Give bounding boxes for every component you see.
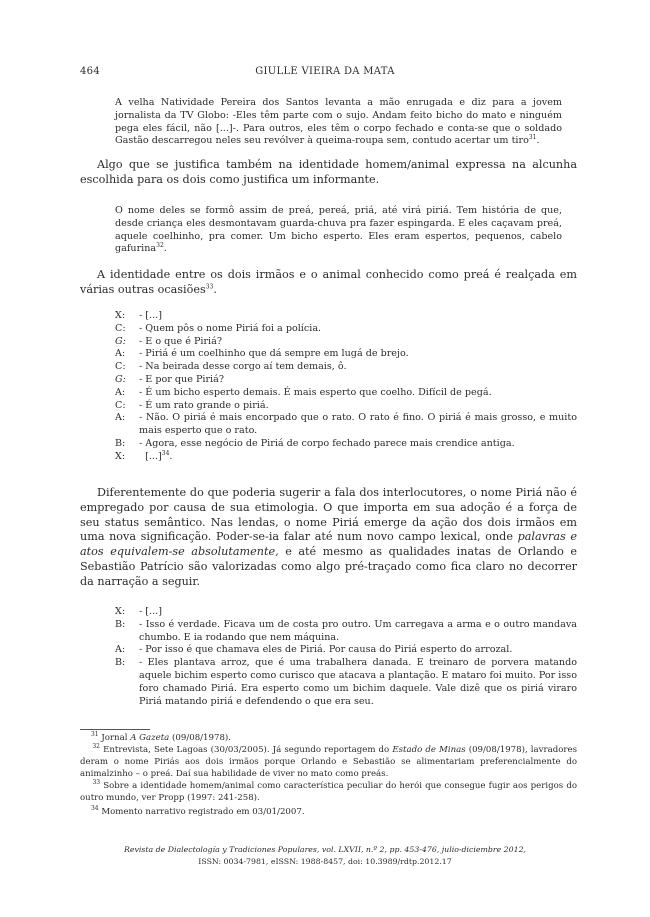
dialogue-text: Agora, esse negócio de Piriá de corpo fechado parece mais crendice antiga. [145, 437, 515, 449]
speaker-label: X: [115, 606, 126, 617]
dialogue-text: Quem pôs o nome Piriá foi a polícia. [145, 322, 322, 334]
block-quote-1-text: A velha Natividade Pereira dos Santos levanta a mão enrugada e diz para a jovem jornalista da TV Globo: -Eles têm parte com o sujo. Andam feito bicho do mato e ninguém pega eles fácil, não [...]-. Para outros, eles têm o corpo fechado e conta-se que o soldado Gastão descarregou neles seu revólver à queima-roupa sem, contudo acertar um tiro [115, 97, 562, 147]
footnote-number: 34 [90, 805, 99, 813]
footnote-ref-33: 33 [205, 283, 214, 291]
dialogue-text: [...] [145, 450, 162, 462]
footnote-text: Sobre a identidade homem/animal como característica peculiar do herói que consegue fugir aos perigos do outro mundo, ver Propp (1997: 241-258). [80, 781, 577, 803]
footnote-31 [80, 733, 577, 745]
speaker-label: B: [115, 657, 126, 669]
dialogue-line: C: - Na beirada desse corgo aí tem demais, ô. [115, 361, 347, 373]
footnote-text: (09/08/1978). [169, 733, 232, 743]
footer-line-2: ISSN: 0034-7981, eISSN: 1988-8457, doi: 10.3989/rdtp.2012.17 [198, 857, 452, 866]
dialogue-text: Não. O piriá é mais encorpado que o rato. O rato é fino. O piriá é mais grosso, e muito mais esperto que o rato. [139, 412, 577, 437]
footnote-ref-31: 31 [528, 134, 537, 142]
dialogue-text: É um bicho esperto demais. É mais esperto que coelho. Difícil de pegá. [145, 386, 492, 398]
paragraph-2-text: A identidade entre os dois irmãos e o animal conhecido como preá é realçada em várias outras ocasiões [80, 268, 577, 296]
footnote-ref-34: 34 [161, 449, 170, 457]
running-header [80, 66, 570, 80]
dialogue-line: G: - E por que Piriá? [115, 373, 224, 385]
dialogue-line: A: - Não. O piriá é mais encorpado que o rato. O rato é fino. O piriá é mais grosso, e muito mais esperto que o rato. [115, 412, 577, 437]
dialogue-text: E o que é Piriá? [145, 335, 222, 347]
page-number: 464 [80, 66, 100, 77]
dialogue-2 [115, 606, 577, 708]
speaker-label: B: [115, 618, 126, 630]
speaker-label: C: [115, 322, 126, 334]
footnote-ref-32: 32 [156, 242, 164, 250]
footnote-33 [80, 781, 577, 805]
dialogue-text: É um rato grande o piriá. [145, 399, 269, 411]
dialogue-line: X: - [...] [115, 310, 162, 321]
speaker-label: X: [115, 450, 126, 462]
dialogue-line: A: - Por isso é que chamava eles de Piriá. Por causa do Piriá esperto do arrozal. [115, 644, 513, 656]
footnote-text: Jornal [101, 733, 131, 743]
dialogue-text: [...] [145, 310, 162, 321]
paragraph-1 [80, 158, 577, 188]
dialogue-line: B: - Agora, esse negócio de Piriá de corpo fechado parece mais crendice antiga. [115, 437, 515, 449]
dialogue-text: [...] [145, 606, 162, 617]
paragraph-1-text: Algo que se justifica também na identidade homem/animal expressa na alcunha escolhida para os dois como justifica um informante. [80, 158, 577, 186]
speaker-label: A: [115, 386, 126, 398]
speaker-label: A: [115, 412, 126, 424]
dialogue-1 [115, 310, 577, 464]
footnote-number: 32 [92, 743, 100, 751]
footnote-34 [80, 807, 577, 819]
paragraph-3-text-a: Diferentemente do que poderia sugerir a fala dos interlocutores, o nome Piriá não é empregado por causa de sua etimologia. O que importa em sua adoção é a força de seu status semântico. Nas lendas, o nome Piriá emerge da ação dos dois irmãos em uma nova significação. Poder-se-ia falar até num novo campo lexical, onde [80, 486, 577, 544]
footnote-text: (09/08/1978), lavradores deram o nome Piriás aos dois irmãos porque Orlando e Sebastião se alimentariam preferencialmente do animalzinho – o preá. Daí sua habilidade de viver no mato como preás. [80, 745, 578, 779]
footnote-32 [80, 745, 577, 780]
journal-footer [80, 844, 570, 868]
dialogue-line: A: - É um bicho esperto demais. É mais esperto que coelho. Difícil de pegá. [115, 386, 492, 398]
dialogue-line: B: - Isso é verdade. Ficava um de costa pro outro. Um carregava a arma e o outro mandava chumbo. E ia rodando que nem máquina. [115, 618, 577, 643]
block-quote-2-text: O nome deles se formô assim de preá, pereá, priá, até virá piriá. Tem história de que, desde criança eles desmontavam guarda-chuva pra fazer espingarda. E eles caçavam preá, aquele coelhinho, pra comer. Um bicho esperto. Eles eram espertos, pequenos, cabelo gafurina [115, 205, 562, 255]
block-quote-1: A velha Natividade Pereira dos Santos levanta a mão enrugada e diz para a jovem jornalista da TV Globo: -Eles têm parte com o sujo. Andam feito bicho do mato e ninguém pega eles fácil, não [...]-. Para outros, eles têm o corpo fechado e conta-se que o soldado Gastão descarregou neles seu revólver à queima-roupa sem, contudo acertar um tiro$^{31}$. [115, 97, 562, 147]
dialogue-line: C: - É um rato grande o piriá. [115, 399, 269, 411]
speaker-label: G: [115, 335, 126, 347]
footnote-italic: Estado de Minas [392, 745, 466, 755]
paragraph-3-text-c: e até mesmo as qualidades inatas de Orlando e Sebastião Patrício são valorizadas como algo pré-traçado como fica claro no decorrer da narração a seguir. [80, 545, 577, 588]
footnote-text: Entrevista, Sete Lagoas (30/03/2005). Já segundo reportagem do [103, 745, 393, 755]
speaker-label: C: [115, 399, 126, 411]
speaker-label: B: [115, 437, 126, 449]
speaker-label: G: [115, 373, 126, 385]
footnote-number: 31 [90, 731, 99, 739]
running-title: GIULLE VIEIRA DA MATA [255, 66, 395, 77]
speaker-label: X: [115, 310, 126, 321]
speaker-label: C: [115, 361, 126, 373]
dialogue-line: C: - Quem pôs o nome Piriá foi a polícia. [115, 322, 322, 334]
footnote-divider [80, 729, 150, 730]
block-quote-2: O nome deles se formô assim de preá, pereá, priá, até virá piriá. Tem história de que, desde criança eles desmontavam guarda-chuva pra fazer espingarda. E eles caçavam preá, aquele coelhinho, pra comer. Um bicho esperto. Eles eram espertos, pequenos, cabelo gafurina$^{32}$. [115, 205, 562, 255]
footnote-number: 33 [92, 779, 101, 787]
dialogue-text: E por que Piriá? [145, 373, 224, 385]
footnote-italic: A Gazeta [130, 733, 170, 743]
dialogue-text: Eles plantava arroz, que é uma trabalhera danada. E treinaro de porvera matando aquele bichim esperto como curisco que atacava a plantação. E mataro foi muito. Por isso foro chamado Piriá. Era esperto como um bichim daquele. Vale dizê que os piriá viraro Piriá matando piriá e defendendo o que era seu. [139, 657, 578, 707]
dialogue-line: X: - [...] [115, 606, 162, 617]
dialogue-text: Na beirada desse corgo aí tem demais, ô. [145, 361, 347, 373]
dialogue-text: Isso é verdade. Ficava um de costa pro outro. Um carregava a arma e o outro mandava chumbo. E ia rodando que nem máquina. [139, 618, 577, 643]
dialogue-line: X: [...]$^{34}$. [115, 449, 173, 462]
footnote-text: Momento narrativo registrado em 03/01/2007. [101, 807, 305, 817]
paragraph-3 [80, 486, 577, 590]
paragraph-3-italic: palavras e atos equivalem-se absolutamente, [80, 530, 577, 559]
dialogue-text: Piriá é um coelhinho que dá sempre em lugá de brejo. [145, 348, 409, 360]
dialogue-line: B: - Eles plantava arroz, que é uma trabalhera danada. E treinaro de porvera matando aquele bichim esperto como curisco que atacava a plantação. E mataro foi muito. Por isso foro chamado Piriá. Era esperto como um bichim daquele. Vale dizê que os piriá viraro Piriá matando piriá e defendendo o que era seu. [115, 657, 578, 707]
dialogue-line: A: - Piriá é um coelhinho que dá sempre em lugá de brejo. [115, 348, 409, 360]
speaker-label: A: [115, 348, 126, 360]
paragraph-2: A identidade entre os dois irmãos e o animal conhecido como preá é realçada em várias outras ocasiões$^{33}$. [80, 268, 577, 296]
dialogue-text: Por isso é que chamava eles de Piriá. Por causa do Piriá esperto do arrozal. [145, 644, 513, 656]
dialogue-line: G: - E o que é Piriá? [115, 335, 222, 347]
footer-line-1: Revista de Dialectología y Tradiciones Populares, vol. LXVII, n.º 2, pp. 453-476, julio-diciembre 2012, [123, 845, 527, 854]
speaker-label: A: [115, 644, 126, 656]
